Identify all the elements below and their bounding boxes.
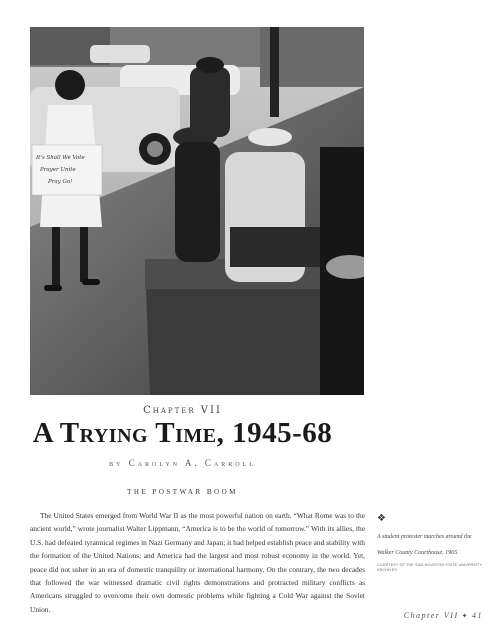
body-paragraph: The United States emerged from World War II as the most powerful nation on earth. “What Rome was to the ancient world,” wrote journalist Walter Lippmann, “America is to be the world of tomorrow.” With its allies, the U.S. had defeated tyrannical regimes in Nazi Germany and Japan; it had helped establish peace and stability with the formation of the United Nations; and America had the largest and most robust economy in the world. Yet, peace did not usher in an era of domestic tranquility or international harmony. On the contrary, the two decades that followed the war witnessed dramatic civil rights demonstrations and protracted military conflicts as Americans struggled to overcome their own domestic problems while fighting a Cold War against the Soviet Union.: [30, 511, 365, 614]
photo-caption-block: [377, 513, 482, 573]
protest-scene-image: [30, 27, 364, 395]
ornament-icon: ❖: [377, 513, 386, 524]
svg-text:It's Shall We Vote: It's Shall We Vote: [36, 155, 85, 161]
photo-credit: COURTESY OF THE SAM HOUSTON STATE UNIVERSITY ARCHIVES.: [377, 563, 482, 572]
author-byline: by Carolyn A. Carroll: [109, 458, 256, 468]
footer-chapter: Chapter VII: [403, 611, 459, 620]
historical-photograph: [30, 27, 364, 395]
section-heading: THE POSTWAR BOOM: [127, 488, 238, 496]
svg-text:Prayer Unite: Prayer Unite: [40, 167, 76, 173]
chapter-title: A Trying Time, 1945-68: [32, 417, 333, 449]
diamond-separator-icon: ✦: [461, 612, 469, 620]
chapter-label: Chapter VII: [143, 405, 222, 416]
page-footer: [404, 611, 483, 620]
svg-text:Pray Go!: Pray Go!: [48, 179, 73, 185]
photo-caption: A student protester marches around the Walker County Courthouse, 1965.: [377, 534, 472, 556]
page-number: 41: [472, 611, 483, 620]
